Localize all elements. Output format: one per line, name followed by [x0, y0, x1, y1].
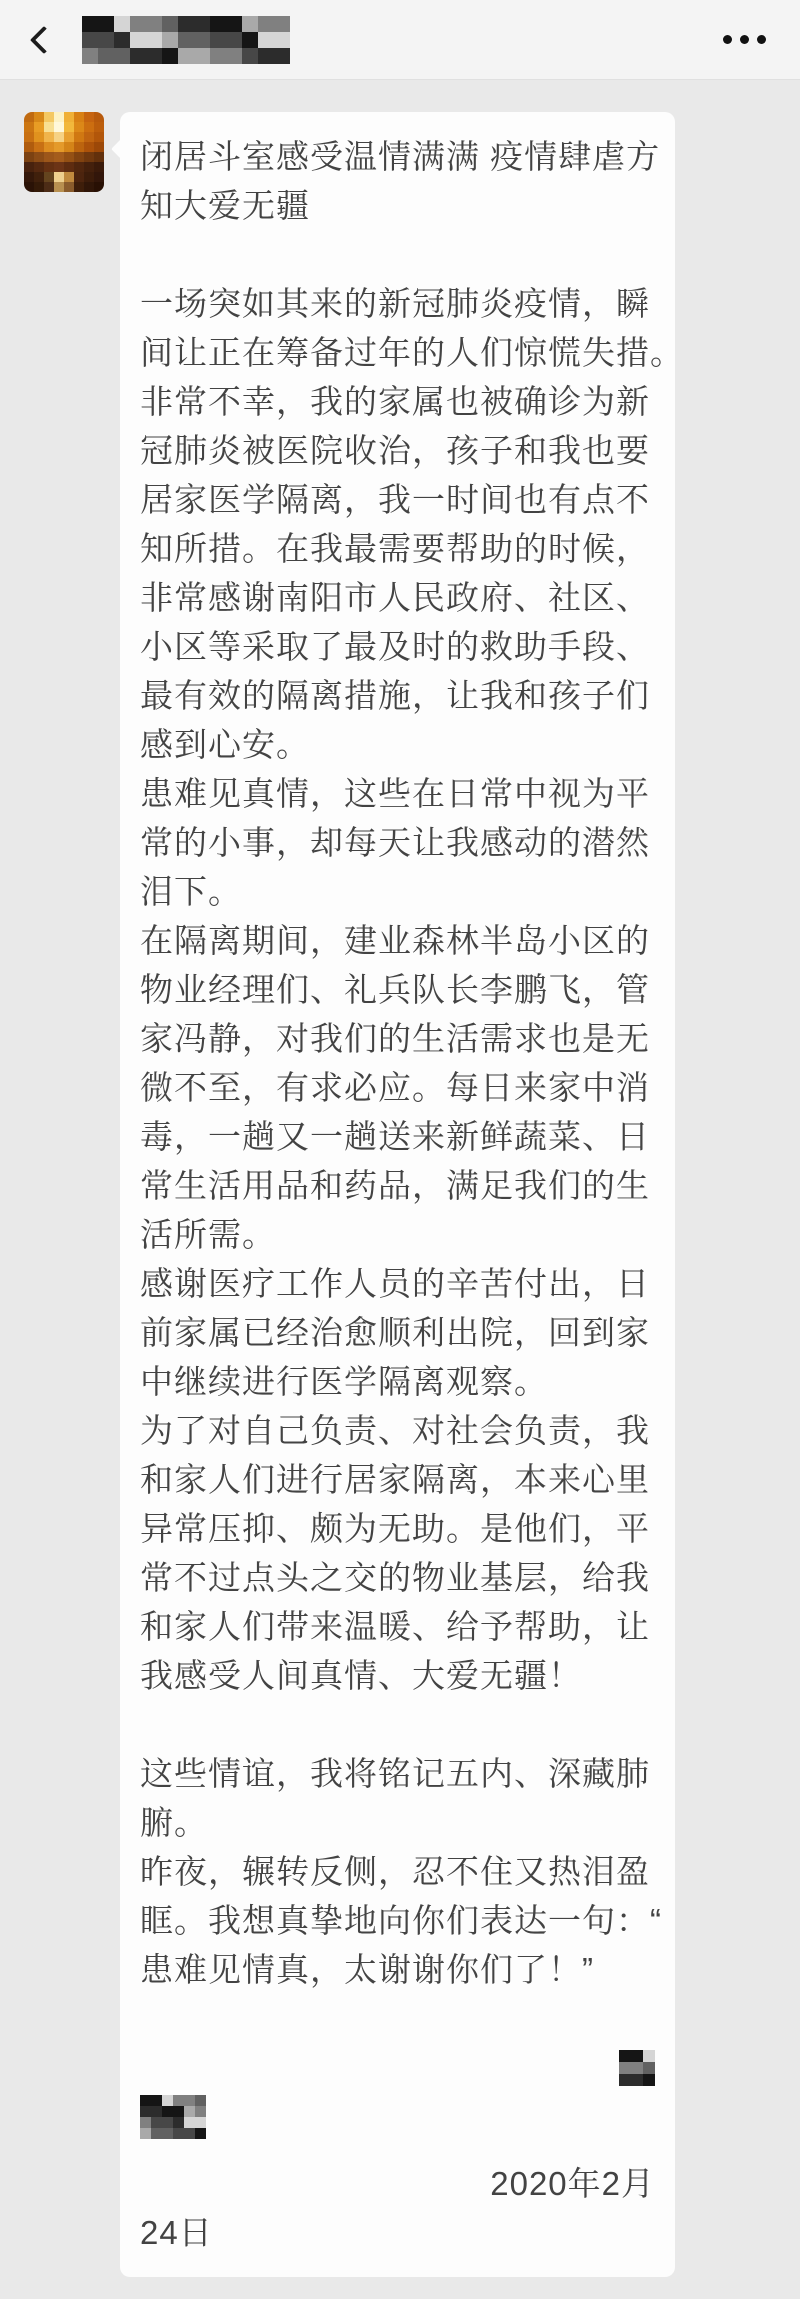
message-line: 居家医学隔离，我一时间也有点不	[140, 481, 650, 518]
message-line: 闭居斗室感受温情满满 疫情肆虐方	[140, 138, 661, 175]
censored-signature-mosaic-right	[619, 2050, 655, 2086]
message-line	[140, 1700, 655, 1749]
more-dots-icon	[723, 35, 732, 44]
message-line	[140, 1994, 655, 2043]
sender-avatar[interactable]	[24, 112, 104, 192]
message-line: 知大爱无疆	[140, 187, 310, 224]
message-line: 小区等采取了最及时的救助手段、	[140, 628, 650, 665]
date-line-year-month: 2020年2月	[490, 2165, 655, 2202]
signature-line-2	[140, 2092, 655, 2141]
message-line: 活所需。	[140, 1216, 276, 1253]
message-line	[140, 230, 655, 279]
more-menu-button[interactable]	[719, 21, 770, 58]
message-line: 为了对自己负责、对社会负责，我	[140, 1412, 650, 1449]
censored-signature-mosaic-left	[140, 2095, 206, 2139]
more-dots-icon	[740, 35, 749, 44]
message-line: 和家人们进行居家隔离，本来心里	[140, 1461, 650, 1498]
message-line: 家冯静，对我们的生活需求也是无	[140, 1020, 650, 1057]
message-line: 和家人们带来温暖、给予帮助，让	[140, 1608, 650, 1645]
message-line: 在隔离期间，建业森林半岛小区的	[140, 922, 650, 959]
message-line: 最有效的隔离措施，让我和孩子们	[140, 677, 650, 714]
date-line-day: 24日	[140, 2214, 213, 2251]
message-line: 冠肺炎被医院收治，孩子和我也要	[140, 432, 650, 469]
chat-area	[0, 80, 800, 2297]
message-line: 知所措。在我最需要帮助的时候，	[140, 530, 650, 567]
message-line: 中继续进行医学隔离观察。	[140, 1363, 548, 1400]
message-text-block	[140, 132, 684, 2043]
back-chevron-icon	[30, 25, 58, 53]
message-line: 毒，一趟又一趟送来新鲜蔬菜、日	[140, 1118, 650, 1155]
message-line: 我感受人间真情、大爱无疆！	[140, 1657, 582, 1694]
message-line: 患难见真情，这些在日常中视为平	[140, 775, 650, 812]
message-line: 腑。	[140, 1804, 208, 1841]
message-line: 这些情谊，我将铭记五内、深藏肺	[140, 1755, 650, 1792]
message-line: 前家属已经治愈顺利出院，回到家	[140, 1314, 650, 1351]
chat-header	[0, 0, 800, 80]
signature-line-1	[140, 2043, 655, 2092]
message-line: 昨夜，辗转反侧，忍不住又热泪盈	[140, 1853, 650, 1890]
message-line: 物业经理们、礼兵队长李鹏飞，管	[140, 971, 650, 1008]
message-line: 间让正在筹备过年的人们惊慌失措。	[140, 334, 684, 371]
message-line: 一场突如其来的新冠肺炎疫情，瞬	[140, 285, 650, 322]
message-line: 眶。我想真挚地向你们表达一句：“	[140, 1902, 662, 1939]
more-dots-icon	[757, 35, 766, 44]
message-line: 常的小事，却每天让我感动的潜然	[140, 824, 650, 861]
message-bubble[interactable]	[120, 112, 684, 2277]
message-line: 非常不幸，我的家属也被确诊为新	[140, 383, 650, 420]
signature-date-gap	[140, 2141, 655, 2159]
message-line: 微不至，有求必应。每日来家中消	[140, 1069, 650, 1106]
censored-contact-name-mosaic	[82, 16, 290, 64]
message-line: 常不过点头之交的物业基层，给我	[140, 1559, 650, 1596]
message-line: 感谢医疗工作人员的辛苦付出，日	[140, 1265, 650, 1302]
message-line: 非常感谢南阳市人民政府、社区、	[140, 579, 650, 616]
message-line: 患难见情真，太谢谢你们了！”	[140, 1951, 594, 1988]
message-line: 常生活用品和药品，满足我们的生	[140, 1167, 650, 1204]
message-line: 异常压抑、颇为无助。是他们，平	[140, 1510, 650, 1547]
message-line: 感到心安。	[140, 726, 310, 763]
back-button[interactable]	[30, 18, 64, 62]
bubble-tail	[111, 139, 131, 159]
message-line: 泪下。	[140, 873, 242, 910]
